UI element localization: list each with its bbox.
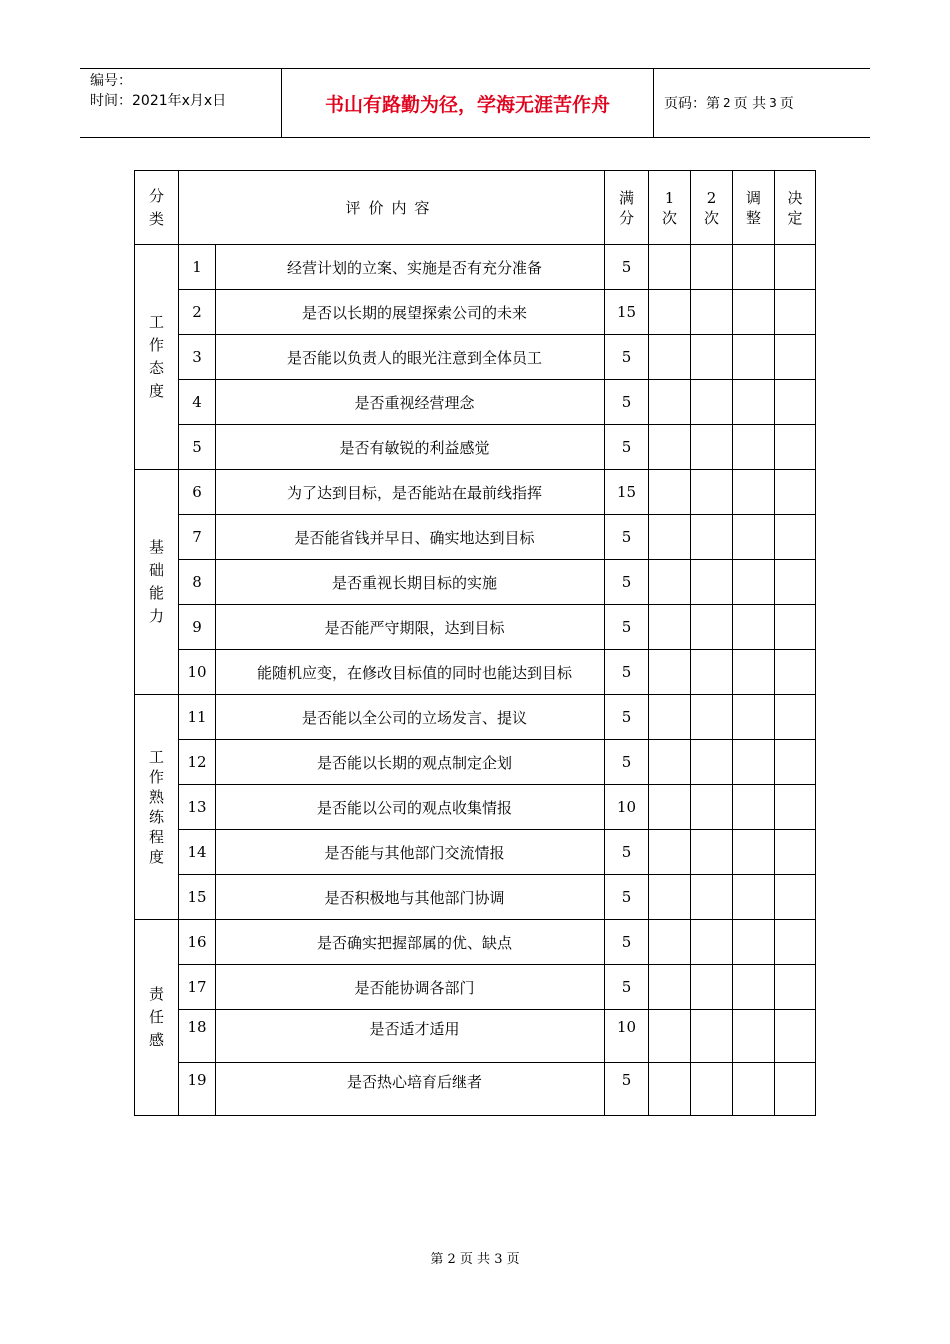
category-cell <box>135 245 179 470</box>
score-first-cell <box>649 290 691 335</box>
score-first-cell <box>649 1010 691 1063</box>
score-second-cell <box>691 650 733 695</box>
item-full-score: 5 <box>605 875 649 920</box>
category-label: 工 作 态 度 <box>148 313 164 400</box>
item-number: 8 <box>179 560 216 605</box>
score-first-cell <box>649 515 691 560</box>
score-decision-cell <box>775 965 816 1010</box>
item-full-score: 5 <box>605 515 649 560</box>
score-first-cell <box>649 785 691 830</box>
item-content: 是否能与其他部门交流情报 <box>216 830 605 875</box>
score-adjust-cell <box>733 740 775 785</box>
header-decision-label: 决 定 <box>787 188 803 227</box>
score-first-cell <box>649 605 691 650</box>
table-row <box>135 785 816 830</box>
score-adjust-cell <box>733 695 775 740</box>
item-full-score: 5 <box>605 605 649 650</box>
score-second-cell <box>691 380 733 425</box>
item-content: 是否确实把握部属的优、缺点 <box>216 920 605 965</box>
item-full-score: 5 <box>605 920 649 965</box>
score-first-cell <box>649 245 691 290</box>
item-full-score: 5 <box>605 245 649 290</box>
item-full-score: 5 <box>605 650 649 695</box>
score-second-cell <box>691 425 733 470</box>
page-prefix: 页码：第 <box>664 96 720 112</box>
score-decision-cell <box>775 605 816 650</box>
page-total: 3 <box>769 96 777 110</box>
score-first-cell <box>649 965 691 1010</box>
score-second-cell <box>691 605 733 650</box>
item-number: 10 <box>179 650 216 695</box>
score-adjust-cell <box>733 560 775 605</box>
item-number: 11 <box>179 695 216 740</box>
score-second-cell <box>691 335 733 380</box>
table-header-row <box>135 171 816 245</box>
header-second-label: 2 次 <box>704 188 720 227</box>
page-indicator <box>664 69 794 137</box>
header-full-score-label: 满 分 <box>619 188 635 227</box>
category-label: 工 作 熟 练 程 度 <box>148 748 164 866</box>
score-first-cell <box>649 920 691 965</box>
item-number: 3 <box>179 335 216 380</box>
item-full-score: 10 <box>605 1010 649 1063</box>
score-adjust-cell <box>733 335 775 380</box>
header-full-score <box>605 171 649 245</box>
score-second-cell <box>691 245 733 290</box>
item-content: 是否能以全公司的立场发言、提议 <box>216 695 605 740</box>
score-second-cell <box>691 470 733 515</box>
table-row <box>135 290 816 335</box>
score-adjust-cell <box>733 470 775 515</box>
table-row <box>135 335 816 380</box>
item-full-score: 5 <box>605 380 649 425</box>
score-decision-cell <box>775 1063 816 1116</box>
score-second-cell <box>691 695 733 740</box>
item-content: 是否热心培育后继者 <box>216 1063 605 1116</box>
item-number: 2 <box>179 290 216 335</box>
header-category <box>135 171 179 245</box>
item-full-score: 5 <box>605 830 649 875</box>
item-content: 是否能省钱并早日、确实地达到目标 <box>216 515 605 560</box>
item-number: 14 <box>179 830 216 875</box>
item-full-score: 15 <box>605 470 649 515</box>
item-number: 18 <box>179 1010 216 1063</box>
header-second <box>691 171 733 245</box>
table-row <box>135 965 816 1010</box>
score-adjust-cell <box>733 380 775 425</box>
header-motto: 书山有路勤为径，学海无涯苦作舟 <box>324 93 610 116</box>
score-decision-cell <box>775 470 816 515</box>
item-full-score: 5 <box>605 560 649 605</box>
item-number: 12 <box>179 740 216 785</box>
score-first-cell <box>649 875 691 920</box>
category-cell <box>135 470 179 695</box>
item-number: 9 <box>179 605 216 650</box>
score-first-cell <box>649 695 691 740</box>
score-first-cell <box>649 830 691 875</box>
table-row <box>135 380 816 425</box>
table-row <box>135 1063 816 1116</box>
score-decision-cell <box>775 1010 816 1063</box>
item-content: 是否重视长期目标的实施 <box>216 560 605 605</box>
item-full-score: 5 <box>605 695 649 740</box>
score-first-cell <box>649 740 691 785</box>
header-adjust-label: 调 整 <box>746 188 762 227</box>
score-second-cell <box>691 920 733 965</box>
score-decision-cell <box>775 695 816 740</box>
header-decision <box>775 171 816 245</box>
score-second-cell <box>691 515 733 560</box>
score-first-cell <box>649 1063 691 1116</box>
score-adjust-cell <box>733 605 775 650</box>
page-mid: 页 共 <box>733 96 767 112</box>
item-full-score: 10 <box>605 785 649 830</box>
score-decision-cell <box>775 335 816 380</box>
table-row <box>135 875 816 920</box>
score-second-cell <box>691 965 733 1010</box>
score-second-cell <box>691 830 733 875</box>
score-first-cell <box>649 380 691 425</box>
item-content: 是否重视经营理念 <box>216 380 605 425</box>
number-label: 编号： <box>90 73 132 89</box>
score-first-cell <box>649 335 691 380</box>
table-row <box>135 650 816 695</box>
item-full-score: 5 <box>605 1063 649 1116</box>
score-decision-cell <box>775 560 816 605</box>
item-content: 是否适才适用 <box>216 1010 605 1063</box>
item-content: 能随机应变，在修改目标值的同时也能达到目标 <box>216 650 605 695</box>
item-number: 13 <box>179 785 216 830</box>
table-body <box>135 171 816 1116</box>
score-adjust-cell <box>733 1010 775 1063</box>
item-full-score: 5 <box>605 335 649 380</box>
evaluation-table <box>134 170 816 1116</box>
score-second-cell <box>691 1063 733 1116</box>
header-first <box>649 171 691 245</box>
item-content: 为了达到目标，是否能站在最前线指挥 <box>216 470 605 515</box>
item-content: 是否能以公司的观点收集情报 <box>216 785 605 830</box>
category-label: 基 础 能 力 <box>148 538 164 625</box>
score-decision-cell <box>775 425 816 470</box>
item-number: 1 <box>179 245 216 290</box>
table-row <box>135 470 816 515</box>
page-suffix: 页 <box>779 96 794 112</box>
score-decision-cell <box>775 650 816 695</box>
item-content: 是否能严守期限，达到目标 <box>216 605 605 650</box>
score-adjust-cell <box>733 650 775 695</box>
header-adjust <box>733 171 775 245</box>
page-header <box>80 68 870 138</box>
header-first-label: 1 次 <box>662 188 678 227</box>
item-content: 是否能协调各部门 <box>216 965 605 1010</box>
item-content: 经营计划的立案、实施是否有充分准备 <box>216 245 605 290</box>
score-decision-cell <box>775 920 816 965</box>
item-number: 6 <box>179 470 216 515</box>
time-label: 时间：2021年x月x日 <box>90 93 227 109</box>
item-number: 16 <box>179 920 216 965</box>
item-full-score: 5 <box>605 425 649 470</box>
item-content: 是否积极地与其他部门协调 <box>216 875 605 920</box>
score-decision-cell <box>775 830 816 875</box>
header-divider <box>653 69 654 137</box>
score-adjust-cell <box>733 290 775 335</box>
item-number: 15 <box>179 875 216 920</box>
score-second-cell <box>691 785 733 830</box>
score-adjust-cell <box>733 830 775 875</box>
item-full-score: 5 <box>605 740 649 785</box>
header-content <box>179 171 605 245</box>
item-content: 是否以长期的展望探索公司的未来 <box>216 290 605 335</box>
score-adjust-cell <box>733 425 775 470</box>
score-adjust-cell <box>733 245 775 290</box>
score-first-cell <box>649 650 691 695</box>
score-decision-cell <box>775 515 816 560</box>
item-full-score: 5 <box>605 965 649 1010</box>
table-row <box>135 695 816 740</box>
table-row <box>135 245 816 290</box>
header-meta <box>90 71 226 111</box>
table-row <box>135 830 816 875</box>
score-adjust-cell <box>733 965 775 1010</box>
header-category-label: 分 类 <box>148 186 164 228</box>
category-cell <box>135 920 179 1116</box>
score-decision-cell <box>775 875 816 920</box>
item-content: 是否有敏锐的利益感觉 <box>216 425 605 470</box>
score-second-cell <box>691 560 733 605</box>
item-full-score: 15 <box>605 290 649 335</box>
score-decision-cell <box>775 290 816 335</box>
table-row <box>135 515 816 560</box>
item-number: 4 <box>179 380 216 425</box>
score-first-cell <box>649 425 691 470</box>
item-number: 5 <box>179 425 216 470</box>
table-row <box>135 740 816 785</box>
score-adjust-cell <box>733 785 775 830</box>
score-adjust-cell <box>733 1063 775 1116</box>
score-first-cell <box>649 470 691 515</box>
score-decision-cell <box>775 785 816 830</box>
score-second-cell <box>691 1010 733 1063</box>
score-decision-cell <box>775 245 816 290</box>
score-adjust-cell <box>733 920 775 965</box>
category-cell <box>135 695 179 920</box>
score-second-cell <box>691 740 733 785</box>
table-row <box>135 1010 816 1063</box>
item-number: 17 <box>179 965 216 1010</box>
table-row <box>135 605 816 650</box>
item-content: 是否能以负责人的眼光注意到全体员工 <box>216 335 605 380</box>
score-adjust-cell <box>733 515 775 560</box>
score-second-cell <box>691 875 733 920</box>
score-decision-cell <box>775 380 816 425</box>
page-current: 2 <box>723 96 731 110</box>
category-label: 责 任 感 <box>148 985 164 1049</box>
table-row <box>135 425 816 470</box>
table-row <box>135 560 816 605</box>
header-content-label: 评价内容 <box>345 199 438 217</box>
table-row <box>135 920 816 965</box>
item-number: 19 <box>179 1063 216 1116</box>
score-decision-cell <box>775 740 816 785</box>
score-second-cell <box>691 290 733 335</box>
item-number: 7 <box>179 515 216 560</box>
item-content: 是否能以长期的观点制定企划 <box>216 740 605 785</box>
score-first-cell <box>649 560 691 605</box>
score-adjust-cell <box>733 875 775 920</box>
page-footer: 第 2 页 共 3 页 <box>430 1252 520 1267</box>
